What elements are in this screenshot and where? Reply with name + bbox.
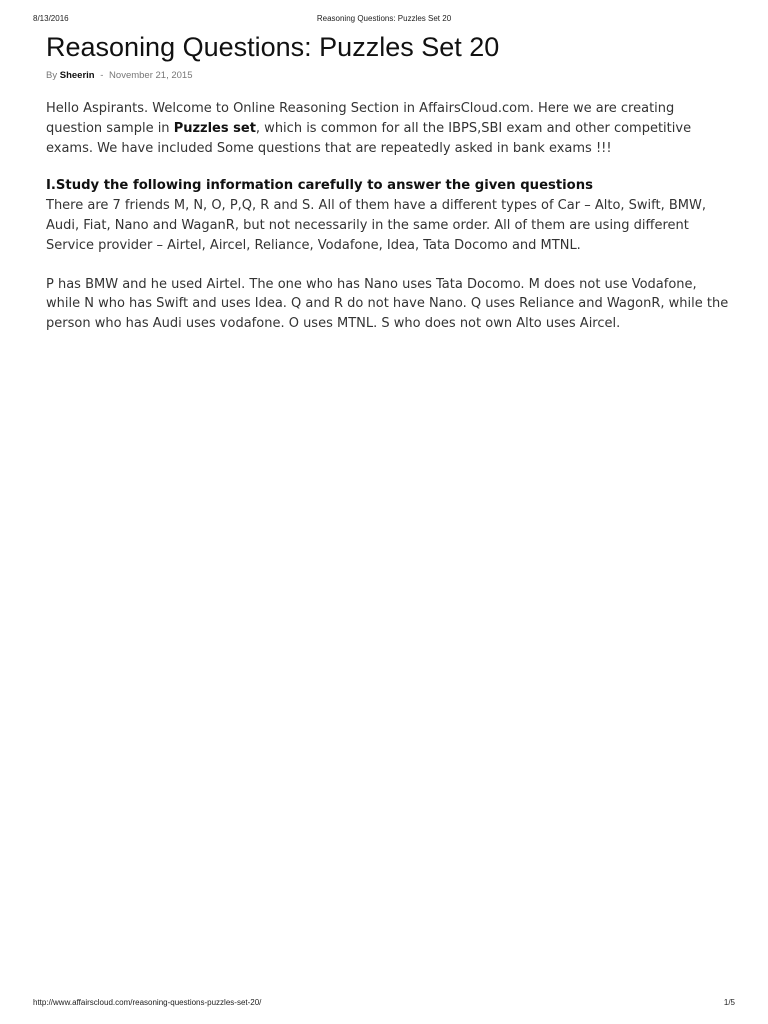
- print-page-title: Reasoning Questions: Puzzles Set 20: [316, 14, 452, 23]
- puzzle-paragraph-1: There are 7 friends M, N, O, P,Q, R and S. All of them have a different types of Car – Alto, Swift, BMW, Audi, Fiat, Nano and WaganR, but not necessarily in the same order. All of them are using different Service provider – Airtel, Aircel, Reliance, Vodafone, Idea, Tata Docomo and MTNL.: [46, 198, 706, 253]
- print-page-number: 1/5: [723, 998, 735, 1007]
- intro-bold-text: Puzzles set: [173, 120, 256, 136]
- byline-by: By: [46, 70, 58, 81]
- article-title: Reasoning Questions: Puzzles Set 20: [46, 32, 500, 62]
- intro-text-1: Hello Aspirants. Welcome to Online Reasoning Section in AffairsCloud.com. Here we are creating question sample in: [46, 101, 675, 136]
- print-footer: [33, 998, 735, 1010]
- intro-text-2: , which is common for all the IBPS,SBI exam and other competitive exams. We have included Some questions that are repeatedly asked in bank exams !!!: [46, 120, 692, 156]
- intro-paragraph: [46, 99, 732, 158]
- byline-separator: -: [100, 70, 104, 81]
- print-date: 8/13/2016: [33, 14, 69, 23]
- print-url: http://www.affairscloud.com/reasoning-questions-puzzles-set-20/: [33, 998, 262, 1007]
- author-link[interactable]: Sheerin: [59, 70, 95, 81]
- spacer: [46, 158, 732, 176]
- print-header: [33, 14, 735, 26]
- article-content: [46, 99, 732, 334]
- publish-date: November 21, 2015: [109, 70, 193, 81]
- article: [46, 30, 732, 334]
- puzzle-paragraph-2: P has BMW and he used Airtel. The one who has Nano uses Tata Docomo. M does not use Vodafone, while N who has Swift and uses Idea. Q and R do not have Nano. Q uses Reliance and WagonR, while the person who has Audi uses vodafone. O uses MTNL. S who does not own Alto uses Aircel.: [46, 276, 729, 332]
- section-heading: I.Study the following information carefully to answer the given questions: [46, 178, 593, 194]
- spacer: [46, 256, 732, 275]
- byline: [46, 69, 732, 83]
